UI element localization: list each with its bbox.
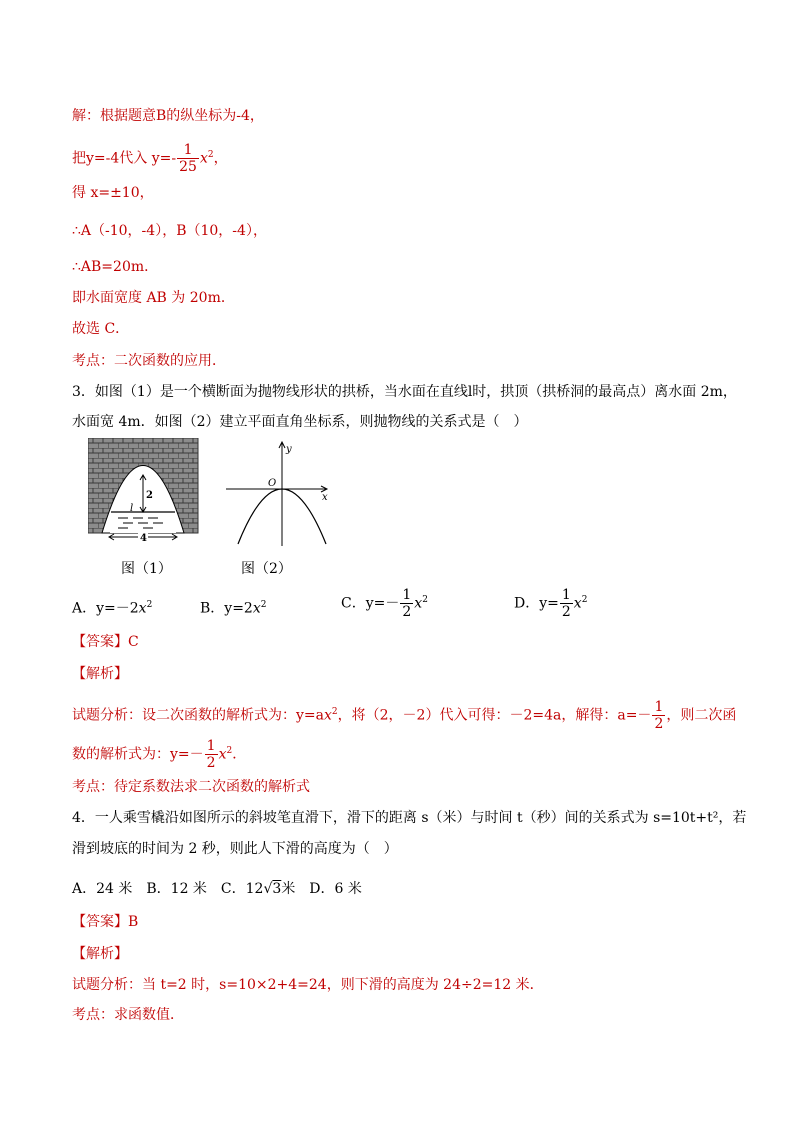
origin-label: O xyxy=(268,478,277,489)
option-d-fraction xyxy=(560,587,573,620)
q3-analysis-line2-prefix: 数的解析式为：y=－ xyxy=(72,746,204,763)
q4-stem-line1: 4．一人乘雪橇沿如图所示的斜坡笔直滑下，滑下的距离 s（米）与时间 t（秒）间的关系式为 s=10t+t²，若 xyxy=(72,810,747,826)
q2-ab: ∴AB=20m． xyxy=(72,259,159,275)
option-c-den: 2 xyxy=(402,604,412,620)
option-d-var: x xyxy=(573,595,582,612)
q3-answer: 【答案】C xyxy=(72,634,139,650)
sqrt-symbol: √ xyxy=(263,881,273,897)
q2-points: ∴A（-10，-4），B（10，-4）， xyxy=(72,223,267,239)
q3-kaodian: 考点：待定系数法求二次函数的解析式 xyxy=(72,779,310,795)
height-label: 2 xyxy=(146,490,153,501)
q3-analysis-line2-num: 1 xyxy=(206,738,216,754)
option-c-var: x xyxy=(414,595,423,612)
q2-choice: 故选 C． xyxy=(72,321,130,337)
q3-analysis-line2-den: 2 xyxy=(206,755,216,771)
option-b-prefix: B．y=2 xyxy=(200,600,253,617)
q2-result-x: 得 x=±10， xyxy=(72,185,154,201)
option-c-exp: 2 xyxy=(422,594,428,605)
q2-sub-denominator: 25 xyxy=(179,159,197,175)
q2-kaodian: 考点：二次函数的应用． xyxy=(72,353,226,369)
q4-options-prefix: A．24 米 B．12 米 C．12 xyxy=(72,881,264,897)
q3-analysis-line2-var: x xyxy=(218,746,227,763)
option-c-num: 1 xyxy=(402,587,412,603)
width-label: 4 xyxy=(140,533,147,543)
option-d-num: 1 xyxy=(561,587,571,603)
option-c-prefix: C．y=－ xyxy=(341,595,400,612)
q3-analysis-line2 xyxy=(72,738,246,771)
q3-analysis-line2-fraction xyxy=(205,738,218,771)
q4-options-suffix: 米 D．6 米 xyxy=(281,881,362,897)
q3-option-a xyxy=(72,596,152,618)
x-axis-label: x xyxy=(322,492,328,503)
option-d-den: 2 xyxy=(561,604,571,620)
q3-stem-line1: 3．如图（1）是一个横断面为抛物线形状的拱桥，当水面在直线l时，拱顶（拱桥洞的最高点）离水面 2m， xyxy=(72,384,737,400)
option-c-fraction xyxy=(400,587,413,620)
q2-solution-intro: 解：根据题意B的纵坐标为-4， xyxy=(72,108,264,124)
q4-analysis-title: 【解析】 xyxy=(72,946,128,962)
y-axis-label: y xyxy=(286,444,292,455)
q4-kaodian: 考点：求函数值． xyxy=(72,1007,184,1023)
q2-sub-var: x xyxy=(199,150,208,167)
q3-option-b xyxy=(200,596,266,618)
q3-figure1-label: 图（1） xyxy=(121,561,172,577)
option-d-exp: 2 xyxy=(581,594,588,605)
option-a-exp: 2 xyxy=(146,600,153,610)
q3-option-d xyxy=(514,587,587,620)
q2-sub-numerator: 1 xyxy=(177,142,199,159)
option-a-var: x xyxy=(138,600,147,617)
q3-stem-line2: 水面宽 4m．如图（2）建立平面直角坐标系，则抛物线的关系式是（ ） xyxy=(72,414,528,430)
q4-stem-line2: 滑到坡底的时间为 2 秒，则此人下滑的高度为（ ） xyxy=(72,841,398,857)
q3-analysis-den: 2 xyxy=(654,716,664,732)
q2-width: 即水面宽度 AB 为 20m． xyxy=(72,290,235,306)
q3-analysis-title: 【解析】 xyxy=(72,666,128,682)
line-label: l xyxy=(130,503,134,514)
q3-analysis-line2-exp: 2 xyxy=(226,745,233,756)
q3-figure2-label: 图（2） xyxy=(241,561,292,577)
q2-sub-exp: 2 xyxy=(207,149,214,160)
option-d-prefix: D．y= xyxy=(514,595,559,612)
q4-options xyxy=(72,880,362,898)
q3-analysis-var: x xyxy=(324,707,332,724)
q3-analysis-line1 xyxy=(72,699,736,732)
q3-analysis-part1: 试题分析：设二次函数的解析式为：y=a xyxy=(72,707,324,724)
q3-analysis-fraction xyxy=(652,699,665,732)
option-a-prefix: A．y=－2 xyxy=(72,600,139,617)
q4-sqrt-radicand: 3 xyxy=(272,881,282,897)
option-b-exp: 2 xyxy=(260,600,267,610)
q4-analysis: 试题分析：当 t=2 时，s=10×2+4=24，则下滑的高度为 24÷2=12 米． xyxy=(72,977,544,993)
q2-substitution xyxy=(72,142,228,175)
q3-analysis-line2-suffix: ． xyxy=(232,746,247,763)
q3-analysis-exp: 2 xyxy=(331,706,338,717)
q3-figure1 xyxy=(88,438,200,543)
q3-figure2 xyxy=(224,440,334,548)
q3-option-c xyxy=(341,587,428,620)
q3-analysis-num: 1 xyxy=(654,699,664,715)
option-b-var: x xyxy=(252,600,261,617)
q2-sub-fraction xyxy=(177,142,199,175)
q4-answer: 【答案】B xyxy=(72,914,139,930)
q2-sub-suffix: ， xyxy=(213,150,228,167)
q2-sub-prefix: 把y=-4代入 y=- xyxy=(72,150,177,167)
q3-analysis-part3: ，则二次函 xyxy=(666,707,737,724)
q3-analysis-part2: ，将（2，－2）代入可得：－2=4a，解得：a=－ xyxy=(337,707,652,724)
